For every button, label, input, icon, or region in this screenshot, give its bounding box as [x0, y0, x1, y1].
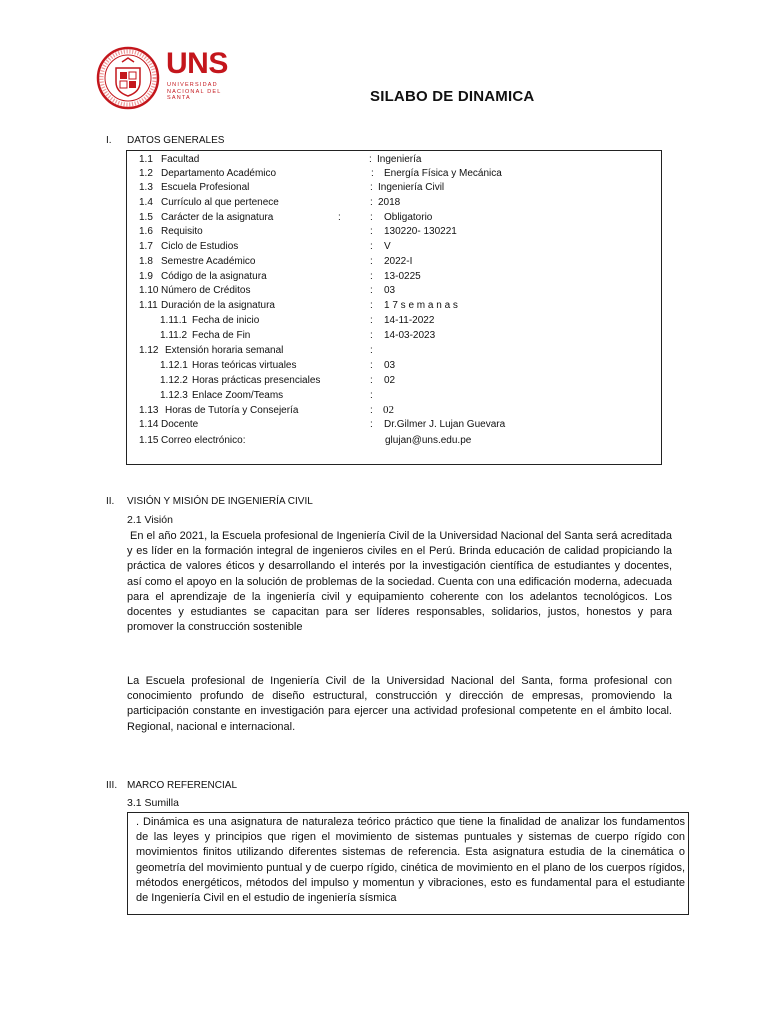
- general-data-box: [126, 150, 662, 465]
- row-sep: :: [370, 300, 373, 311]
- row-sep: :: [370, 271, 373, 282]
- row-value: Obligatorio: [384, 212, 433, 223]
- row-num: 1.15: [139, 435, 159, 446]
- row-value: 02: [384, 375, 396, 386]
- row-label: Código de la asignatura: [161, 271, 267, 282]
- row-num: 1.11: [139, 300, 158, 311]
- row-sep: :: [370, 197, 373, 208]
- row-value: Ingeniería: [377, 154, 422, 165]
- row-sep: :: [370, 256, 373, 267]
- section-1-heading: DATOS GENERALES: [127, 135, 225, 146]
- row-sep: :: [370, 390, 373, 401]
- row-label: Duración de la asignatura: [161, 300, 275, 311]
- row-num: 1.12.2: [160, 375, 188, 386]
- row-sep: :: [370, 345, 373, 356]
- row-value: 1 7 s e m a n a s: [384, 300, 458, 311]
- sumilla-text: . Dinámica es una asignatura de naturaleza teórico práctico que tiene la finalidad de analizar los fundamentos de las leyes y principios que rigen el movimiento de sistemas puntuales y sistemas de cuerpo rígido con movimientos finitos utilizando diferentes sistemas de referencia. Esta asignatura estudia de la cinemática o geometría del movimiento puntual y de cuerpo rígido, cinética de movimiento en el plano de los cuerpos rígidos, métodos energéticos, métodos del impulso y momentun y vibraciones, esto es fundamental para el estudiante de Ingeniería Civil en el estudio de ingeniería sísmica: [136, 816, 685, 905]
- row-label: Horas de Tutoría y Consejería: [165, 405, 299, 416]
- row-num: 1.12.3: [160, 390, 188, 401]
- sumilla-title: 3.1 Sumilla: [127, 797, 179, 809]
- row-label: Número de Créditos: [161, 285, 251, 296]
- row-sep: :: [370, 212, 373, 223]
- section-3-number: III.: [106, 780, 118, 791]
- row-value: 02: [383, 404, 394, 416]
- vision-text: En el año 2021, la Escuela profesional de Ingeniería Civil de la Universidad Nacional del Santa será acreditada y es líder en la formación integral de ingenieros civiles en el Perú. Brinda educación de calidad propiciando la práctica de valores éticos y desarrollando el interés por la investigación científica de estudiantes y docentes, así como el apoyo en la solución de problemas de la sociedad. Cuenta con una edificación moderna, adecuada para el aprendizaje de la ingeniería civil y equipamiento coherente con los adelantos tecnológicos. Los docentes y estudiantes se capacitan para ser líderes responsables, solidarios, justos, honestos y para promover la construcción sostenible: [127, 530, 672, 634]
- row-label: Enlace Zoom/Teams: [192, 390, 284, 401]
- row-label: Departamento Académico: [161, 168, 277, 179]
- row-label: Facultad: [161, 154, 200, 165]
- row-sep: :: [370, 226, 373, 237]
- row-num: 1.4: [139, 197, 153, 208]
- section-2-heading: VISIÓN Y MISIÓN DE INGENIERÍA CIVIL: [127, 496, 313, 507]
- row-sep: :: [370, 241, 373, 252]
- row-sep: :: [370, 360, 373, 371]
- row-num: 1.7: [139, 241, 153, 252]
- logo-subtitle-1: UNIVERSIDAD: [167, 82, 218, 88]
- row-num: 1.12: [139, 345, 159, 356]
- row-sep: :: [370, 315, 373, 326]
- row-num: 1.3: [139, 182, 153, 193]
- row-label: Extensión horaria semanal: [165, 345, 284, 356]
- row-label: Requisito: [161, 226, 203, 237]
- row-num: 1.9: [139, 271, 153, 282]
- row-label: Ciclo de Estudios: [161, 241, 239, 252]
- row-num: 1.10: [139, 285, 159, 296]
- row-value: Ingeniería Civil: [378, 182, 445, 193]
- row-sep: :: [370, 375, 373, 386]
- logo-wordmark: UNS: [166, 47, 228, 80]
- row-sep: :: [371, 168, 374, 179]
- university-logo: [96, 46, 226, 110]
- row-label: Horas prácticas presenciales: [192, 375, 321, 386]
- row-num: 1.1: [139, 154, 153, 165]
- row-value: Dr.Gilmer J. Lujan Guevara: [384, 419, 506, 430]
- row-value-email: glujan@uns.edu.pe: [385, 435, 472, 446]
- row-sep: :: [369, 154, 372, 165]
- row-num: 1.14: [139, 419, 159, 430]
- row-num: 1.8: [139, 256, 153, 267]
- vision-title: 2.1 Visión: [127, 514, 173, 526]
- document-title: SILABO DE DINAMICA: [370, 88, 535, 105]
- row-value: V: [384, 241, 391, 252]
- row-label: Carácter de la asignatura: [161, 212, 274, 223]
- row-value: 14-11-2022: [384, 315, 435, 326]
- row-sep: :: [370, 330, 373, 341]
- row-num: 1.11.2: [160, 330, 188, 341]
- row-value: 13-0225: [384, 271, 421, 282]
- logo-subtitle-2: NACIONAL DEL SANTA: [167, 89, 222, 101]
- row-label: Correo electrónico:: [161, 435, 246, 446]
- row-num: 1.2: [139, 168, 153, 179]
- row-value: 14-03-2023: [384, 330, 436, 341]
- mission-text: La Escuela profesional de Ingeniería Civil de la Universidad Nacional del Santa, forma profesional con conocimiento profundo de diseño estructural, construcción y dirección de empresas, promoviendo la participación constante en investigación para ejercer una actividad profesional competente en el ámbito local. Regional, nacional e internacional.: [127, 675, 672, 733]
- row-label: Horas teóricas virtuales: [192, 360, 297, 371]
- row-value: 2018: [378, 197, 401, 208]
- row-value: 03: [384, 285, 396, 296]
- row-num: 1.12.1: [160, 360, 188, 371]
- row-value: 130220- 130221: [384, 226, 457, 237]
- sumilla-box: [127, 812, 689, 915]
- row-label: Fecha de inicio: [192, 315, 260, 326]
- section-3-heading: MARCO REFERENCIAL: [127, 780, 238, 791]
- row-num: 1.5: [139, 212, 153, 223]
- row-num: 1.11.1: [160, 315, 188, 326]
- row-label: Fecha de Fin: [192, 330, 251, 341]
- row-sep: :: [370, 405, 373, 416]
- row-num: 1.13: [139, 405, 159, 416]
- row-num: 1.6: [139, 226, 153, 237]
- row-sep: :: [370, 419, 373, 430]
- row-label: Escuela Profesional: [161, 182, 250, 193]
- row-sep-extra: :: [338, 212, 341, 223]
- row-label: Docente: [161, 419, 199, 430]
- section-1-number: I.: [106, 135, 112, 146]
- row-sep: :: [370, 285, 373, 296]
- row-sep: :: [370, 182, 373, 193]
- university-seal-icon: [96, 46, 160, 110]
- row-value: 2022-I: [384, 256, 413, 267]
- row-label: Semestre Académico: [161, 256, 256, 267]
- row-label: Currículo al que pertenece: [161, 197, 279, 208]
- row-value: 03: [384, 360, 396, 371]
- section-2-number: II.: [106, 496, 115, 507]
- row-value: Energía Física y Mecánica: [384, 168, 502, 179]
